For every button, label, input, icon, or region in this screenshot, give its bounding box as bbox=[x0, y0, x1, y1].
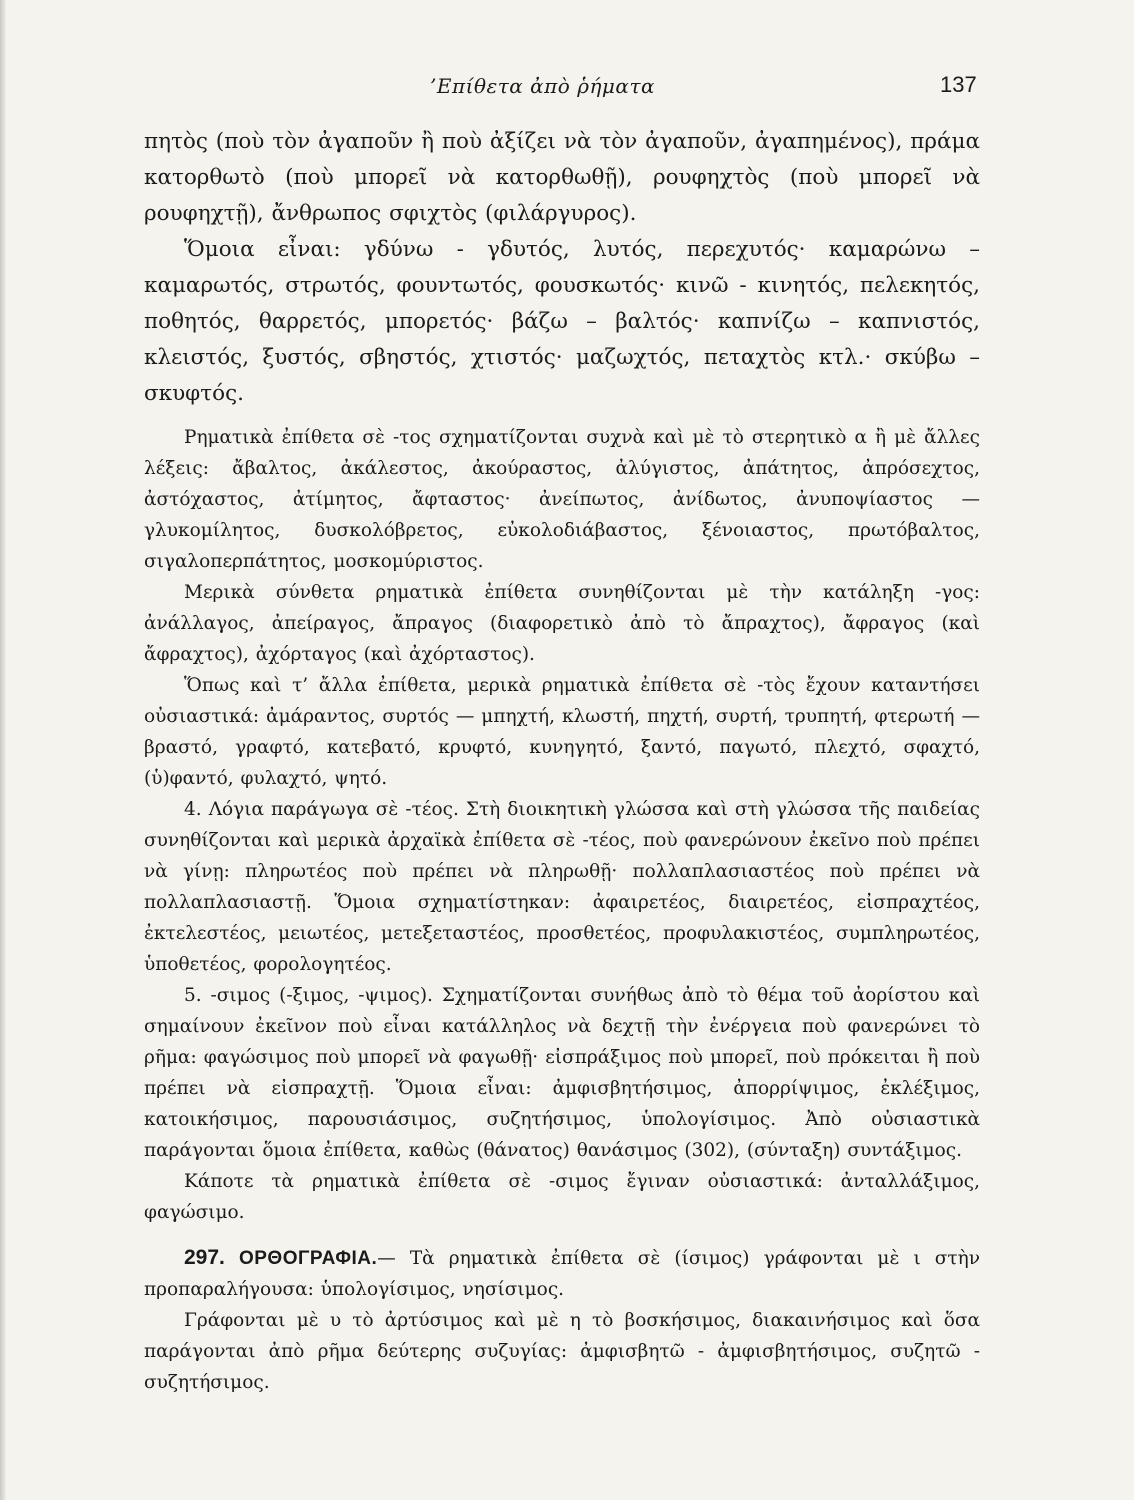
section-title: ΟΡΘΟΓΡΑΦΙΑ. bbox=[238, 1248, 378, 1269]
paragraph-3: Ρηματικὰ ἐπίθετα σὲ -τος σχηματίζονται συχνὰ καὶ μὲ τὸ στερητικὸ α ἢ μὲ ἄλλες λέξεις: ἄβαλτος, ἀκάλεστος, ἀκούραστος, ἀλύγιστος, ἀπάτητος, ἀπρόσεχτος, ἀστόχαστος, ἀτίμητος, ἄφταστος· ἀνείπωτος, ἀνίδωτος, ἀνυποψίαστος — γλυκομίλητος, δυσκολόβρετος, εὐκολοδιάβαστος, ξένοιαστος, πρωτόβαλτος, σιγαλοπερπάτητος, μοσκομύριστος. bbox=[144, 427, 980, 572]
paragraph-8: Κάποτε τὰ ρηματικὰ ἐπίθετα σὲ -σιμος ἔγιναν οὐσιαστικά: ἀνταλλάξιμος, φαγώσιμο. bbox=[144, 1171, 980, 1223]
page-number: 137 bbox=[940, 72, 977, 97]
section-5-paragraph: 5. -σιμος (-ξιμος, -ψιμος). Σχηματίζονται συνήθως ἀπὸ τὸ θέμα τοῦ ἀορίστου καὶ σημαίνουν ἐκεῖνον ποὺ εἶναι κατάλληλος νὰ δεχτῇ τὴν ἐνέργεια ποὺ φανερώνει τὸ ρῆμα: φαγώσιμος ποὺ μπορεῖ νὰ φαγωθῇ· εἰσπράξιμος ποὺ μπορεῖ, ποὺ πρόκειται ἢ ποὺ πρέπει νὰ εἰσπραχτῇ. Ὅμοια εἶναι: ἀμφισβητήσιμος, ἀπορρίψιμος, ἐκλέξιμος, κατοικήσιμος, παρουσιάσιμος, συζητήσιμος, ὑπολογίσιμος. Ἀπὸ οὐσιαστικὰ παράγονται ὅμοια ἐπίθετα, καθὼς (θάνατος) θανάσιμος (302), (σύνταξη) συντάξιμος. bbox=[144, 985, 980, 1161]
section-297-text: — Τὰ ρηματικὰ ἐπίθετα σὲ (ίσιμος) γράφονται μὲ ι στὴν προπαραλήγουσα: ὑπολογίσιμος, νησίσιμος. bbox=[144, 1248, 980, 1300]
section-4-paragraph: 4. Λόγια παράγωγα σὲ -τέος. Στὴ διοικητικὴ γλώσσα καὶ στὴ γλώσσα τῆς παιδείας συνηθίζονται καὶ μερικὰ ἀρχαϊκὰ ἐπίθετα σὲ -τέος, ποὺ φανερώνουν ἐκεῖνο ποὺ πρέπει νὰ γίνῃ: πληρωτέος ποὺ πρέπει νὰ πληρωθῇ· πολλαπλασιαστέος ποὺ πρέπει νὰ πολλαπλασιαστῇ. Ὅμοια σχηματίστηκαν: ἀφαιρετέος, διαιρετέος, εἰσπραχτέος, ἐκτελεστέος, μειωτέος, μετεξεταστέος, προσθετέος, προφυλακιστέος, συμπληρωτέος, ὑποθετέος, φορολογητέος. bbox=[144, 799, 980, 975]
section-297 bbox=[144, 1242, 980, 1305]
body-text bbox=[144, 124, 980, 1398]
paragraph-2: Ὅμοια εἶναι: γδύνω - γδυτός, λυτός, περεχυτός· καμαρώνω – καμαρωτός, στρωτός, φουντωτός, φουσκωτός· κινῶ - κινητός, πελεκητός, ποθητός, θαρρετός, μπορετός· βάζω – βαλτός· καπνίζω – καπνιστός, κλειστός, ξυστός, σβηστός, χτιστός· μαζωχτός, πεταχτὸς κτλ.· σκύβω – σκυφτός. bbox=[144, 237, 980, 406]
paragraph-5: Ὅπως καὶ τ’ ἄλλα ἐπίθετα, μερικὰ ρηματικὰ ἐπίθετα σὲ -τὸς ἔχουν καταντήσει οὐσιαστικά: ἀμάραντος, συρτός — μπηχτή, κλωστή, πηχτή, συρτή, τρυπητή, φτερωτή — βραστό, γραφτό, κατεβατό, κρυφτό, κυνηγητό, ξαντό, παγωτό, πλεχτό, σφαχτό, (ὑ)φαντό, φυλαχτό, ψητό. bbox=[144, 675, 980, 789]
paragraph-9: Γράφονται μὲ υ τὸ ἀρτύσιμος καὶ μὲ η τὸ βοσκήσιμος, διακαινήσιμος καὶ ὅσα παράγονται ἀπὸ ρῆμα δεύτερης συζυγίας: ἀμφισβητῶ - ἀμφισβητήσιμος, συζητῶ - συζητήσιμος. bbox=[144, 1310, 980, 1393]
running-title: ’Επίθετα ἀπὸ ῥήματα bbox=[430, 74, 656, 98]
running-head bbox=[0, 74, 1134, 104]
section-number: 297. bbox=[184, 1246, 225, 1269]
paragraph-4: Μερικὰ σύνθετα ρηματικὰ ἐπίθετα συνηθίζονται μὲ τὴν κατάληξη -γος: ἀνάλλαγος, ἀπείραγος, ἄπραγος (διαφορετικὸ ἀπὸ τὸ ἄπραχτος), ἄφραγος (καὶ ἄφραχτος), ἀχόρταγος (καὶ ἀχόρταστος). bbox=[144, 582, 980, 665]
paragraph-1: πητὸς (ποὺ τὸν ἀγαποῦν ἢ ποὺ ἀξίζει νὰ τὸν ἀγαποῦν, ἀγαπημένος), πράμα κατορθωτὸ (ποὺ μπορεῖ νὰ κατορθωθῇ), ρουφηχτὸς (ποὺ μπορεῖ νὰ ρουφηχτῇ), ἄνθρωπος σφιχτὸς (φιλάργυρος). bbox=[144, 129, 980, 226]
